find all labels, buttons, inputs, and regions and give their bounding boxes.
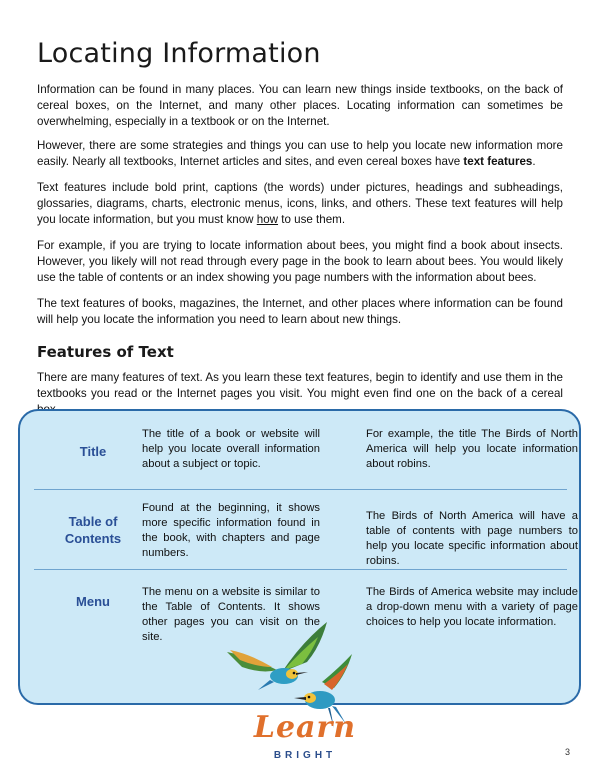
row-divider xyxy=(34,489,567,490)
text-features-bold: text features xyxy=(463,155,533,168)
row-divider xyxy=(34,569,567,570)
paragraph-strategies-end: . xyxy=(532,155,536,168)
bird-upper xyxy=(227,622,327,690)
paragraph-bees-example: For example, if you are trying to locate information about bees, you might find a book about insects. However, you likely will not read through every page in the book to learn about bees. You would likely use the table of contents or an index showing you page numbers with the information about bees. xyxy=(37,239,563,284)
table-row xyxy=(34,501,578,567)
page-number: 3 xyxy=(565,747,571,757)
feature-term: Table of Contents xyxy=(64,514,122,546)
paragraph-text-features-text: Text features include bold print, captions (the words) under pictures, headings and subheadings, glossaries, diagrams, charts, electronic menus, icons, links, and others. These text features will help you locate information, but you must know xyxy=(37,181,563,226)
feature-term: Title xyxy=(79,444,107,459)
paragraph-conclusion: The text features of books, magazines, the Internet, and other places where information can be found will help you locate the information you need to learn about new things. xyxy=(37,297,563,326)
feature-term: Menu xyxy=(76,594,110,609)
feature-example: For example, the title The Birds of North America will help you locate information about robins. xyxy=(366,428,578,470)
section-intro: There are many features of text. As you learn these text features, begin to identify and use them in the textbooks you read or the Internet pages you visit. You might even find one on the back of a cereal xyxy=(37,371,563,400)
paragraph-text-features xyxy=(37,180,563,228)
paragraph-intro: Information can be found in many places. You can learn new things inside textbooks, on the back of cereal boxes, on the Internet, and many other places. Locating information can sometimes be overwhelming, especially in a textbook or on the Internet. xyxy=(37,83,563,128)
feature-example: The Birds of North America will have a table of contents with page numbers to help you locate specific information about robins. xyxy=(366,510,578,567)
feature-definition: Found at the beginning, it shows more specific information found in the book, with chapters and page numbers. xyxy=(142,502,320,559)
how-underlined: how xyxy=(256,213,279,226)
learn-bright-logo xyxy=(250,710,360,770)
logo-learn-text: Learn xyxy=(253,710,357,745)
paragraph-strategies xyxy=(37,138,563,170)
paragraph-text-features-end: to use them. xyxy=(278,213,346,226)
section-heading: Features of Text xyxy=(37,343,174,361)
paragraph-strategies-text: However, there are some strategies and things you can use to help you locate new information more easily. Nearly all textbooks, Internet articles and sites, and even cereal boxes have xyxy=(37,139,563,168)
table-row xyxy=(34,427,578,487)
logo-bright-text: BRIGHT xyxy=(273,750,337,761)
page-title: Locating Information xyxy=(37,38,321,69)
feature-definition: The title of a book or website will help you locate overall information about a subject or topic. xyxy=(142,428,320,470)
feature-example: The Birds of America website may include a drop-down menu with a variety of page choices to help you locate information. xyxy=(366,586,578,628)
feature-definition: The menu on a website is similar to the Table of Contents. It shows other pages you can visit on the site. xyxy=(142,586,320,643)
